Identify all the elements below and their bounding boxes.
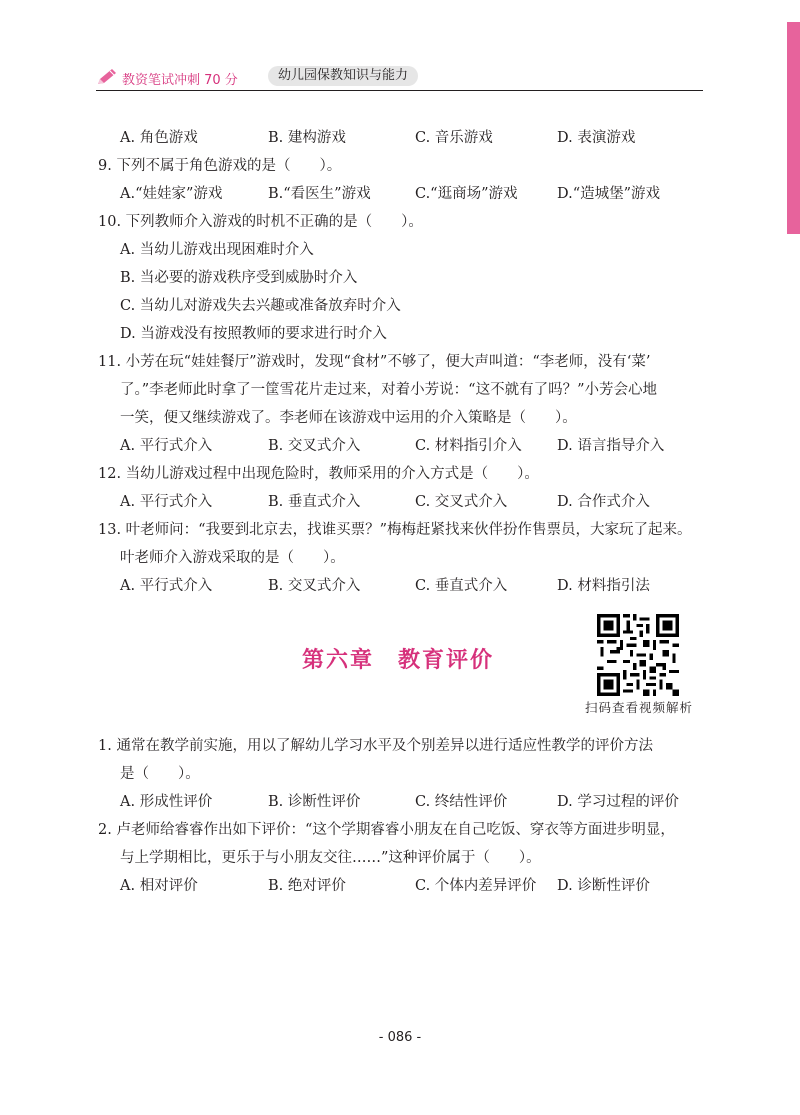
option-d: D. 当游戏没有按照教师的要求进行时介入 [120,326,387,342]
option-c: C. 交叉式介入 [415,494,508,510]
option-a: A. 平行式介入 [120,494,213,510]
option-a: A. 平行式介入 [120,438,213,454]
qr-code-icon[interactable] [597,614,679,696]
option-a: A. 相对评价 [120,878,198,894]
option-b: B. 当必要的游戏秩序受到威胁时介入 [120,270,358,286]
option-d: D. 合作式介入 [557,494,650,510]
question-stem: 9. 下列不属于角色游戏的是（ ）。 [98,158,342,174]
option-d: D. 表演游戏 [557,130,636,146]
option-c: C.“逛商场”游戏 [415,186,518,202]
option-a: A.“娃娃家”游戏 [120,186,223,202]
question-stem: 2. 卢老师给睿睿作出如下评价：“这个学期睿睿小朋友在自己吃饭、穿衣等方面进步明显， [98,822,675,838]
option-a: A. 当幼儿游戏出现困难时介入 [120,242,314,258]
header-rule [96,90,703,91]
option-d: D. 学习过程的评价 [557,794,679,810]
question-stem: 12. 当幼儿游戏过程中出现危险时，教师采用的介入方式是（ ）。 [98,466,539,482]
series-title: 教资笔试冲刺 70 分 [122,73,238,88]
question-stem: 10. 下列教师介入游戏的时机不正确的是（ ）。 [98,214,423,230]
chapter-title: 第六章 教育评价 [302,647,495,673]
option-b: B. 建构游戏 [268,130,346,146]
pencil-icon [96,67,118,87]
side-tab [787,22,800,234]
option-c: C. 个体内差异评价 [415,878,537,894]
option-c: C. 垂直式介入 [415,578,508,594]
option-b: B. 垂直式介入 [268,494,361,510]
option-b: B.“看医生”游戏 [268,186,371,202]
question-stem: 与上学期相比，更乐于与小朋友交往……”这种评价属于（ ）。 [120,850,541,866]
option-c: C. 材料指引介入 [415,438,522,454]
book-title-badge: 幼儿园保教知识与能力 [268,66,418,86]
option-b: B. 诊断性评价 [268,794,361,810]
question-stem: 是（ ）。 [120,766,200,782]
option-d: D. 诊断性评价 [557,878,650,894]
option-d: D.“造城堡”游戏 [557,186,661,202]
option-d: D. 材料指引法 [557,578,650,594]
option-b: B. 交叉式介入 [268,438,361,454]
question-stem: 一笑，便又继续游戏了。李老师在该游戏中运用的介入策略是（ ）。 [120,410,577,426]
option-b: B. 绝对评价 [268,878,346,894]
page-number: - 086 - [378,1030,422,1045]
option-a: A. 形成性评价 [120,794,213,810]
question-stem: 11. 小芳在玩“娃娃餐厅”游戏时，发现“食材”不够了，便大声叫道：“李老师，没有‘菜’ [98,354,651,370]
option-a: A. 角色游戏 [120,130,198,146]
option-c: C. 音乐游戏 [415,130,493,146]
option-a: A. 平行式介入 [120,578,213,594]
option-c: C. 终结性评价 [415,794,508,810]
option-b: B. 交叉式介入 [268,578,361,594]
question-stem: 1. 通常在教学前实施，用以了解幼儿学习水平及个别差异以进行适应性教学的评价方法 [98,738,653,754]
question-stem: 13. 叶老师问：“我要到北京去，找谁买票？”梅梅赶紧找来伙伴扮作售票员，大家玩了起来。 [98,522,692,538]
qr-caption: 扫码查看视频解析 [585,700,694,715]
question-stem: 了。”李老师此时拿了一筐雪花片走过来，对着小芳说：“这不就有了吗？”小芳会心地 [120,382,657,398]
option-d: D. 语言指导介入 [557,438,665,454]
question-stem: 叶老师介入游戏采取的是（ ）。 [120,550,345,566]
page-header [96,66,703,90]
option-c: C. 当幼儿对游戏失去兴趣或准备放弃时介入 [120,298,401,314]
